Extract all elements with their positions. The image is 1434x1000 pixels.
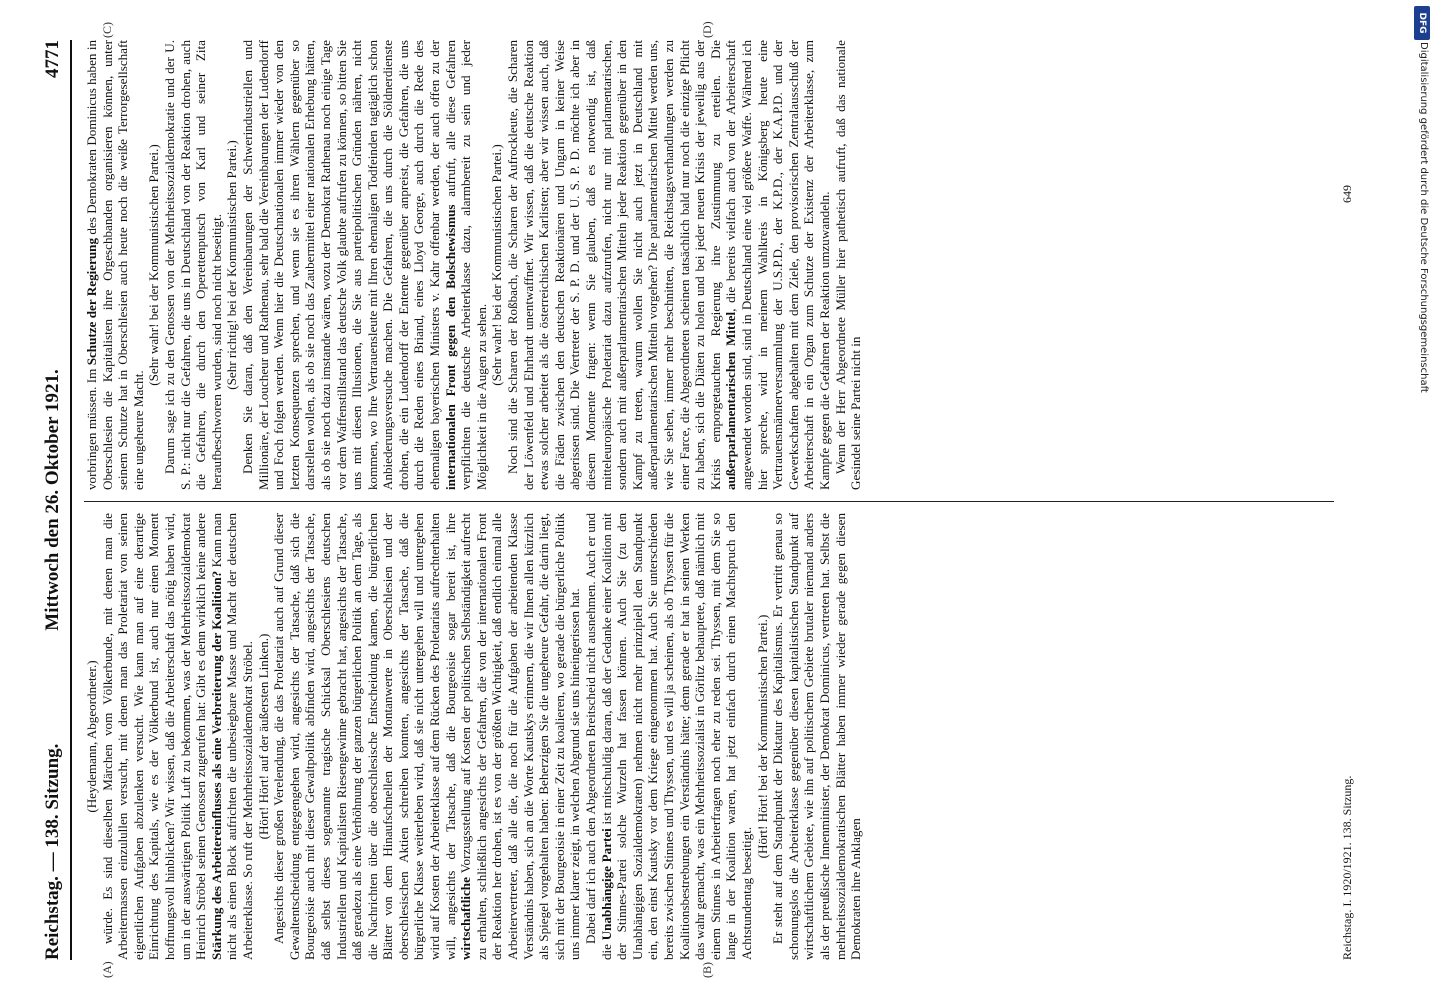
column-divider (84, 501, 1334, 502)
right-text-column (84, 40, 1334, 490)
paragraph (162, 40, 224, 490)
page-footer: Reichstag. I. 1920/1921. 138. Sitzung. (1340, 775, 1354, 960)
emphasized-text: außerparlamentarischen Mittel (723, 311, 739, 490)
paragraph-text: (Hört! Hört! bei der Kommunistischen Partei.) (754, 614, 770, 859)
digitization-credit: Digitalisierung gefördert durch die Deutsche Forschungsgemeinschaft (1418, 42, 1429, 393)
paragraph (84, 40, 146, 490)
paragraph (489, 40, 505, 490)
paragraph-text: ist mitschuldig daran, daß der Gedanke einer Koalition mit der Stinnes-Partei solche Wurzeln hat fassen können. Auch Sie (zu den Unabhängigen Sozialdemokraten) nehmen nicht mehr prinzipiell den Standpunkt ein, den einst Kautsky vor dem Kriege eingenommen hat. Auch Sie unterschieden bereits zwischen Stinnes und Thyssen, und es will ja scheinen, als ob Thyssen für die Koalitionsbestrebungen ein Verständnis hätte; denn gerade er hat in seinen Werken das wahr gemacht, was ein Mehrheitssozialist in Görlitz behauptete, daß nämlich mit einem Stinnes in Arbeiterfragen noch eher zu reden sei. Thyssen, mit dem Sie so lange in der Koalition waren, hat jetzt einfach durch einen Machtspruch den Achtstundentag beseitigt. (598, 513, 754, 960)
paragraph-text: Denken Sie daran, daß den Vereinbarungen der Schwerindustriellen und Millionäre, der Loucheur und Rathenau, sehr bald die Vereinbarungen der Ludendorff und Foch folgen werden. Wenn hier die Deutschnationalen immer wieder von den letzten Konsequenzen sprechen, und wenn sie es ihren Wählern gegenüber so darstellen wollen, als ob sie noch das Zaubermittel einer nationalen Erhebung hätten, als ob sie noch dazu imstande wären, wozu der Demokrat Rathenau noch einige Tage vor dem Waffenstillstand das deutsche Volk glaubte aufrufen zu können, so bitten Sie uns mit diesen Illusionen, die Sie aus parteipolitischen Gründen nähren, nicht kommen, wo Ihre Vertrauensleute mit Ihren ehemaligen Todfeinden tagtäglich schon Anbiederungsversuche machen. Die Gefahren, die uns durch die Söldnerdienste drohen, die ein Ludendorff der Entente gegenüber anpreist, die Gefahren, die uns durch die Reden eines Briand, eines Lloyd George, auch durch die Rede des ehemaligen bayerischen Ministers v. Kahr offenbar werden, der auch offen zu der (239, 40, 443, 490)
paragraph (583, 513, 755, 960)
emphasized-text: Schutze der Regierung (84, 238, 99, 366)
paragraph-text: Angesichts dieser großen Verelendung, die das Proletariat auch auf Grund dieser Gewaltentscheidung entgegengehen wird, angesichts der Tatsache, daß sich die Bourgeoisie auch mit dieser Gewaltpolitik abfinden wird, angesichts der Tatsache, daß selbst dieses sogenannte tragische Schicksal Oberschlesiens deutschen Industriellen und Kapitalisten Riesengewinne gebracht hat, angesichts der Tatsache, daß geradezu als eine Verhöhnung der ganzen bürgerlichen Politik an dem Tage, als die Nachrichten über die oberschlesische Entscheidung kamen, die bürgerlichen Blätter von dem Hinaufschnellen der Montanwerte in Oberschlesien und der oberschlesischen Aktien schreiben konnten, angesichts der Tatsache, daß die bürgerliche Klasse weiterleben wird, daß sie nicht untergehen will und untergehen wird auf Kosten der Arbeiterklasse auf dem Rücken des Proletariats aufrechterhalten will, angesichts der Tatsache, daß die Bourgeoisie sogar bereit ist, ihre (271, 513, 458, 960)
paragraph (770, 513, 864, 960)
paragraph-text: Darum sage ich zu den Genossen von der Mehrheitssozialdemokratie und der U. S. P.: nicht nur die Gefahren, die uns in Deutschland von der Reaktion drohen, auch die Gefahren, die durch den Operettenputsch von Karl und seiner Zita heraufbeschworen wurden, sind noch nicht beseitigt. (161, 40, 224, 490)
paragraph (505, 40, 832, 490)
margin-marker-b: (B) (700, 962, 714, 978)
paragraph (833, 40, 864, 490)
paragraph-text: (Sehr wahr! bei der Kommunistischen Partei.) (146, 144, 162, 386)
left-text-column (84, 513, 1334, 960)
paragraph (755, 513, 771, 960)
emphasized-text: Unabhängige Partei (598, 828, 614, 941)
paragraph (240, 40, 490, 490)
paragraph-text: aufruft, alle diese Gefahren verpflichten die deutsche Arbeiterklasse dazu, alarmbereit zu sein und jeder Möglichkeit in die Augen zu sehen. (442, 40, 489, 490)
emphasized-text: wirtschaftliche (458, 877, 474, 960)
paragraph (146, 40, 162, 490)
paragraph-text: Wenn der Herr Abgeordnete Müller hier pathetisch aufruft, daß das nationale Gesindel seine Partei nicht in (832, 40, 864, 490)
paragraph-text: Vorzugsstellung auf Kosten der politischen Selbständigkeit aufrecht zu erhalten, schließlich angesichts der Gefahren, die von der internationalen Front der Reaktion her drohen, ist es von der größten Wichtigkeit, daß endlich einmal alle Arbeitervertreter, daß alle die, die noch für die Aufgaben der arbeitenden Klasse Verständnis haben, sich an die Worte Kautskys erinnern, die wir Ihnen allen kürzlich als Spiegel vorgehalten haben: Beherzigen Sie die ungeheure Gefahr, die darin liegt, sich mit der Bourgeoisie in einer Zeit zu koalieren, wo gerade die bürgerliche Politik uns immer klarer zeigt, in welchen Abgrund sie uns hineingerissen hat. (458, 513, 583, 960)
paragraph-text: Er steht auf dem Standpunkt der Diktatur des Kapitalismus. Er vertritt genau so schonungslos die Arbeiterklasse gegenüber diesen kapitalistischen Standpunkt auf wirtschaftlichem Gebiete, wie ihn auf politischem Gebiete brutaler niemand anders als der preußische Innenminister, der Demokrat Dominicus, vertreten hat. Selbst die mehrheitssozialdemokratischen Blätter haben immer wieder gerade gegen diesen Demokraten ihre Anklagen (770, 513, 864, 960)
paragraph-text: (Heydemann, Abgeordneter.) (84, 660, 99, 813)
paragraph-text: Kann man nicht als einen Block aufrichten die unbesiegbare Masse und Macht der deutschen Arbeiterklasse. So ruft der Mehrheitssozialdemokrat Ströbel. (208, 513, 255, 960)
paragraph-text: würde. Es sind dieselben Märchen vom Völkerbunde, mit denen man die Arbeitermassen einzulullen versucht, mit denen man das Proletariat von seinen eigentlichen Aufgaben abzulenken versucht. Wie kann man auf eine derartige Einrichtung des Kapitals, wie es der Völkerbund ist, auch nur einen Moment hoffnungsvoll hinblicken? Wir wissen, daß die Arbeiterschaft das nötig haben wird, um in der auswärtigen Politik Luft zu bekommen, was der Mehrheitssozialdemokrat Heinrich Ströbel seinen Genossen zugerufen hat: Gibt es denn wirklich keine andere (99, 513, 209, 960)
dfg-logo-text: DFG (1417, 12, 1427, 34)
paragraph-text: Noch sind die Scharen der Roßbach, die Scharen der Aufrockleute, die Scharen der Löwenfeld und Ehrhardt unentwaffnet. Wir wissen, daß die deutsche Reaktion etwas solcher arbeitet als die österreichischen Karlisten; aber wir wissen auch, daß die Fäden zwischen den deutschen Reaktionären und Ungarn in keiner Weise abgerissen sind. Die Vertreter der S. P. D. und der U. S. P. D. möchte ich aber in diesem Momente fragen: wenn Sie glauben, daß es notwendig ist, daß mitteleuropäische Proletariat dazu aufzurufen, nicht nur mit parlamentarischen, sondern auch mit außerparlamentarischen Mitteln jeder Reaktion gegenüber in den Kampf zu treten, warum wollen Sie nicht auch jetzt in Deutschland mit außerparlamentarischen Mitteln vorgehen? Die parlamentarischen Mittel werden uns, wie Sie sehen, immer mehr beschnitten, die Reichstagsverhandlungen werden zu einer Farce, die Abgeordneten scheinen tatsächlich bald nur noch die einzige Pflicht zu haben, sich die Diäten zu holen und bei jeder neuen Krisis der jeweilig aus der Krisis emporgetauchten Regierung ihre Zustimmung zu erteilen. Die (505, 40, 723, 490)
margin-marker-c: (C) (100, 22, 114, 38)
paragraph (100, 513, 256, 960)
emphasized-text: Stärkung des Arbeitereinflusses als eine Verbreiterung der Koalition? (208, 570, 224, 960)
emphasized-text: internationalen Front gegen den Bolschewismus (442, 204, 458, 490)
header-date: Mittwoch den 26. Oktober 1921. (42, 369, 63, 631)
page-header (40, 40, 72, 960)
dfg-logo (1414, 6, 1430, 40)
paragraph (271, 513, 583, 960)
digitization-credit-strip (1412, 0, 1434, 1000)
text-columns (84, 40, 1334, 960)
margin-marker-d: (D) (700, 21, 714, 38)
paragraph (84, 513, 100, 960)
header-session: Reichstag. — 138. Sitzung. (42, 743, 63, 960)
paragraph-text: des Demokraten Dominicus haben in Oberschlesien die Kapitalisten ihre Orgeschbanden organisieren können, unter seinem Schutze hat in Oberschlesien auch heute noch die weiße Terrorgesellschaft eine ungeheure Macht. (84, 40, 146, 490)
paragraph-text: Dabei darf ich auch den Abgeordneten Breitscheid nicht ausnehmen. Auch er und die (583, 513, 614, 960)
margin-marker-a: (A) (100, 961, 114, 978)
paragraph-text: (Hört! Hört! auf der äußersten Linken.) (255, 633, 271, 840)
paragraph-text: , die bereits vielfach auch von der Arbeiterschaft angewendet worden sind, sind in Deutschland eine viel größere Waffe. Während ich hier spreche, wird in meinem Wahlkreis in Königsberg heute eine Vertrauensmännerversammlung der U.S.P.D., der K.P.D., der K.A.P.D. und der Gewerkschaften abgehalten mit dem Ziele, den provisorischen Zentralausschuß der Arbeiterschaft in ein Organ zum Schutze der Existenz der Arbeiterklasse, zum Kampfe gegen die Gefahren der Reaktion umzuwandeln. (723, 40, 832, 490)
page-number: 649 (1340, 185, 1354, 203)
paragraph-text: (Sehr wahr! bei der Kommunistischen Partei.) (489, 144, 505, 386)
paragraph (224, 40, 240, 490)
paragraph (256, 513, 272, 960)
paragraph-text: vorbringen müssen. Im (84, 365, 99, 490)
header-column-number: 4771 (42, 40, 63, 78)
paragraph-text: (Sehr richtig! bei der Kommunistischen Partei.) (224, 140, 240, 390)
